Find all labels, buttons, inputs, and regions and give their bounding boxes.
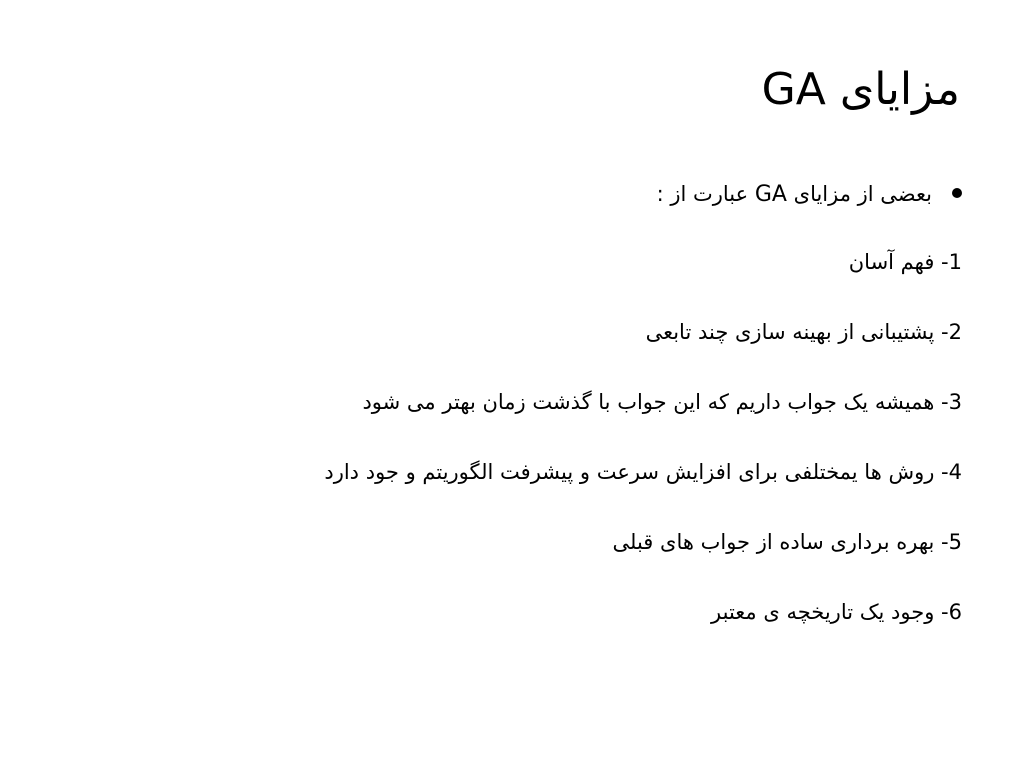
intro-text-before: بعضی از مزایای <box>786 182 932 206</box>
advantage-item-2: 2- پشتیبانی از بهینه سازی چند تابعی <box>645 320 962 344</box>
advantage-item-5: 5- بهره برداری ساده از جواب های قبلی <box>612 530 962 554</box>
advantage-item-6: 6- وجود یک تاریخچه ی معتبر <box>711 600 962 624</box>
intro-bullet <box>62 174 962 214</box>
intro-text-after: عبارت از : <box>656 182 755 206</box>
intro-text <box>657 174 932 215</box>
slide-title-abbreviation: GA <box>761 64 826 115</box>
advantage-item-4: 4- روش ها یمختلفی برای افزایش سرعت و پیشرفت الگوریتم و جود دارد <box>324 460 962 484</box>
slide-title-text: مزایای <box>839 64 960 115</box>
advantage-item-1: 1- فهم آسان <box>848 250 962 274</box>
advantage-item-3: 3- همیشه یک جواب داریم که این جواب با گذشت زمان بهتر می شود <box>362 390 962 414</box>
slide-title <box>80 60 960 120</box>
slide-content <box>62 174 962 662</box>
advantages-list <box>62 242 962 662</box>
intro-abbreviation: GA <box>754 182 787 207</box>
bullet-dot-icon <box>952 188 962 198</box>
